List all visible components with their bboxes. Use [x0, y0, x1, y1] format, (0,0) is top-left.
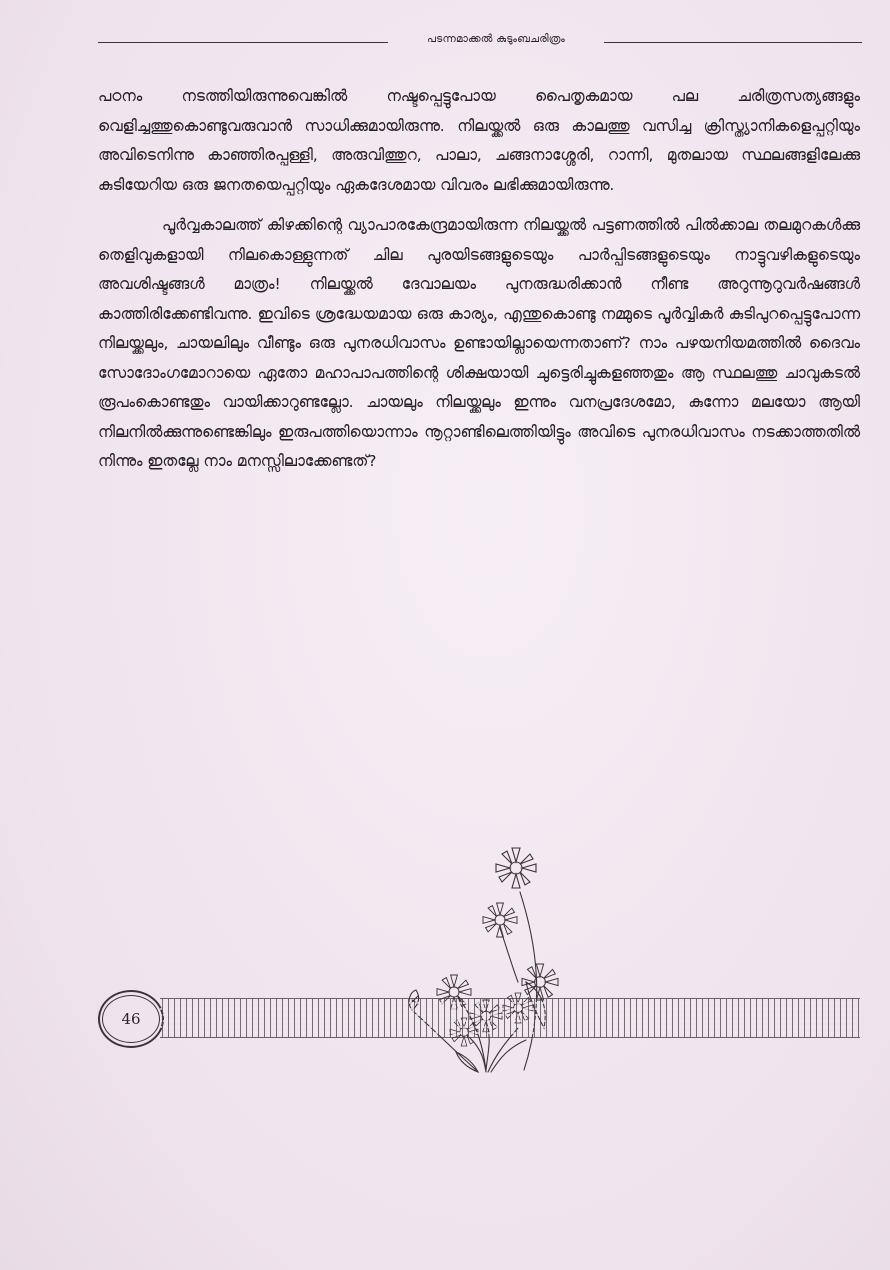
decorative-border-strip [160, 998, 860, 1038]
body-text [98, 82, 860, 477]
flower-illustration [396, 832, 566, 1092]
paragraph-2: പൂർവ്വകാലത്ത് കിഴക്കിന്റെ വ്യാപാരകേന്ദ്രമായിരുന്ന നിലയ്ക്കൽ പട്ടണത്തിൽ പിൽക്കാല തലമുറകൾക്കു തെളിവുകളായി നിലകൊള്ളുന്നത് ചില പുരയിടങ്ങളുടെയും പാർപ്പിടങ്ങളുടെയും നാട്ടുവഴികളുടെയും അവശിഷ്ടങ്ങൾ മാത്രം! നിലയ്ക്കൽ ദേവാലയം പുനരുദ്ധരിക്കാൻ നീണ്ട അറുന്നൂറുവർഷങ്ങൾ കാത്തിരിക്കേണ്ടിവന്നു. ഇവിടെ ശ്രദ്ധേയമായ ഒരു കാര്യം, എന്തുകൊണ്ടു നമ്മുടെ പൂർവ്വികർ കുടിപുറപ്പെട്ടുപോന്ന നിലയ്ക്കലും, ചായലിലും വീണ്ടും ഒരു പുനരധിവാസം ഉണ്ടായില്ലായെന്നതാണ്? നാം പഴയനിയമത്തിൽ ദൈവം സോദോംഗമോറായെ ഏതോ മഹാപാപത്തിന്റെ ശിക്ഷയായി ചുട്ടെരിച്ചുകളഞ്ഞതും ആ സ്ഥലത്തു ചാവുകടൽ രൂപംകൊണ്ടതും വായിക്കാറുണ്ടല്ലോ. ചായലും നിലയ്ക്കലും ഇന്നും വനപ്രദേശമോ, കുന്നോ മലയോ ആയി നിലനിൽക്കുന്നുണ്ടെങ്കിലും ഇരുപത്തിയൊന്നാം നൂറ്റാണ്ടിലെത്തിയിട്ടും അവിടെ പുനരധിവാസം നടക്കാത്തതിൽ നിന്നും ഇതല്ലേ നാം മനസ്സിലാക്കേണ്ടത്? [98, 216, 860, 470]
paragraph-1: പഠനം നടത്തിയിരുന്നുവെങ്കിൽ നഷ്ടപ്പെട്ടുപോയ പൈതൃകമായ പല ചരിത്രസത്യങ്ങളും വെളിച്ചത്തുകൊണ്ടുവരുവാൻ സാധിക്കുമായിരുന്നു. നിലയ്ക്കൽ ഒരു കാലത്തു വസിച്ച ക്രിസ്ത്യാനികളെപ്പറ്റിയും അവിടെനിന്നു കാഞ്ഞിരപ്പള്ളി, അരുവിത്തുറ, പാലാ, ചങ്ങനാശ്ശേരി, റാന്നി, മുതലായ സ്ഥലങ്ങളിലേക്കു കുടിയേറിയ ഒരു ജനതയെപ്പറ്റിയും ഏകദേശമായ വിവരം ലഭിക്കുമായിരുന്നു. [98, 87, 860, 194]
page-number: 46 [102, 995, 160, 1043]
page-number-medallion [98, 990, 164, 1048]
flower-head [496, 848, 536, 888]
running-head: പടന്നമാക്കൽ കുടുംബചരിത്രം [426, 33, 566, 45]
header-rule-right [604, 42, 862, 43]
flower-head [483, 903, 517, 937]
flower-head [522, 964, 558, 1000]
header-rule-left [98, 42, 388, 43]
